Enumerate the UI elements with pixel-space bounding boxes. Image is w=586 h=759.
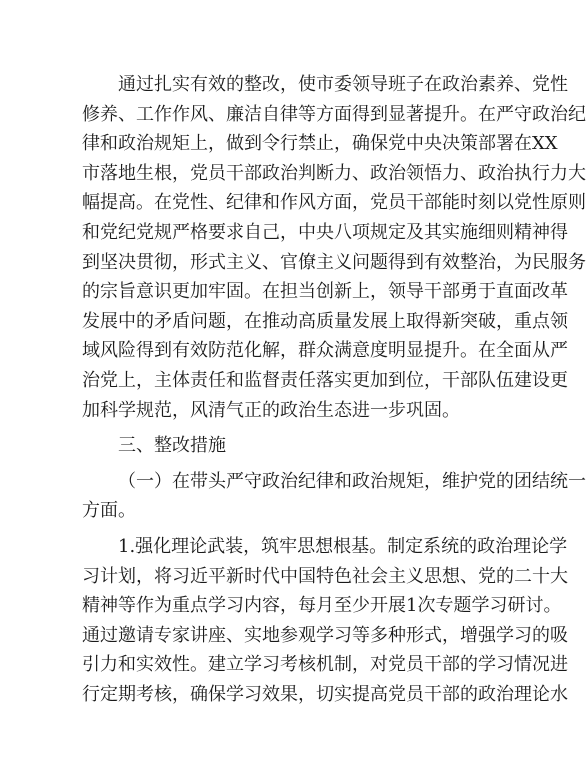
text-line: 的宗旨意识更加牢固。在担当创新上，领导干部勇于直面改革 xyxy=(82,281,568,303)
text-line: 和党纪党规严格要求自己，中央八项规定及其实施细则精神得 xyxy=(82,221,568,243)
text-line: 治党上，主体责任和监督责任落实更加到位，干部队伍建设更 xyxy=(82,369,568,391)
paragraph-measure-1 xyxy=(82,532,568,710)
document-page xyxy=(82,70,586,709)
text-line: 发展中的矛盾问题，在推动高质量发展上取得新突破，重点领 xyxy=(82,310,568,332)
subsection-heading xyxy=(82,467,586,526)
text-line: （一）在带头严守政治纪律和政治规矩，维护党的团结统一 xyxy=(118,470,586,492)
text-line: 市落地生根，党员干部政治判断力、政治领悟力、政治执行力大 xyxy=(82,162,586,184)
text-line: 通过邀请专家讲座、实地参观学习等多种形式，增强学习的吸 xyxy=(82,624,568,646)
text-line: 到坚决贯彻，形式主义、官僚主义问题得到有效整治，为民服务 xyxy=(82,251,586,273)
text-line: 通过扎实有效的整改，使市委领导班子在政治素养、党性 xyxy=(118,74,568,95)
text-line: 引力和实效性。建立学习考核机制，对党员干部的学习情况进 xyxy=(82,654,568,676)
text-line: 行定期考核，确保学习效果，切实提高党员干部的政治理论水 xyxy=(82,683,568,705)
section-title: 三、整改措施 xyxy=(118,435,226,457)
text-line: 幅提高。在党性、纪律和作风方面，党员干部能时刻以党性原则 xyxy=(82,192,586,214)
paragraph-rectification-results xyxy=(82,70,586,425)
text-line: 律和政治规矩上，做到令行禁止，确保党中央决策部署在XX xyxy=(82,133,558,155)
text-line: 加科学规范，风清气正的政治生态进一步巩固。 xyxy=(82,399,460,421)
text-line: 1.强化理论武装，筑牢思想根基。制定系统的政治理论学 xyxy=(118,535,568,557)
text-line: 习计划，将习近平新时代中国特色社会主义思想、党的二十大 xyxy=(82,565,568,587)
text-line: 精神等作为重点学习内容，每月至少开展1次专题学习研讨。 xyxy=(82,595,562,617)
text-line: 域风险得到有效防范化解，群众满意度明显提升。在全面从严 xyxy=(82,340,568,362)
section-heading xyxy=(82,431,522,461)
text-line: 方面。 xyxy=(82,500,136,522)
text-line: 修养、工作作风、廉洁自律等方面得到显著提升。在严守政治纪 xyxy=(82,103,586,125)
